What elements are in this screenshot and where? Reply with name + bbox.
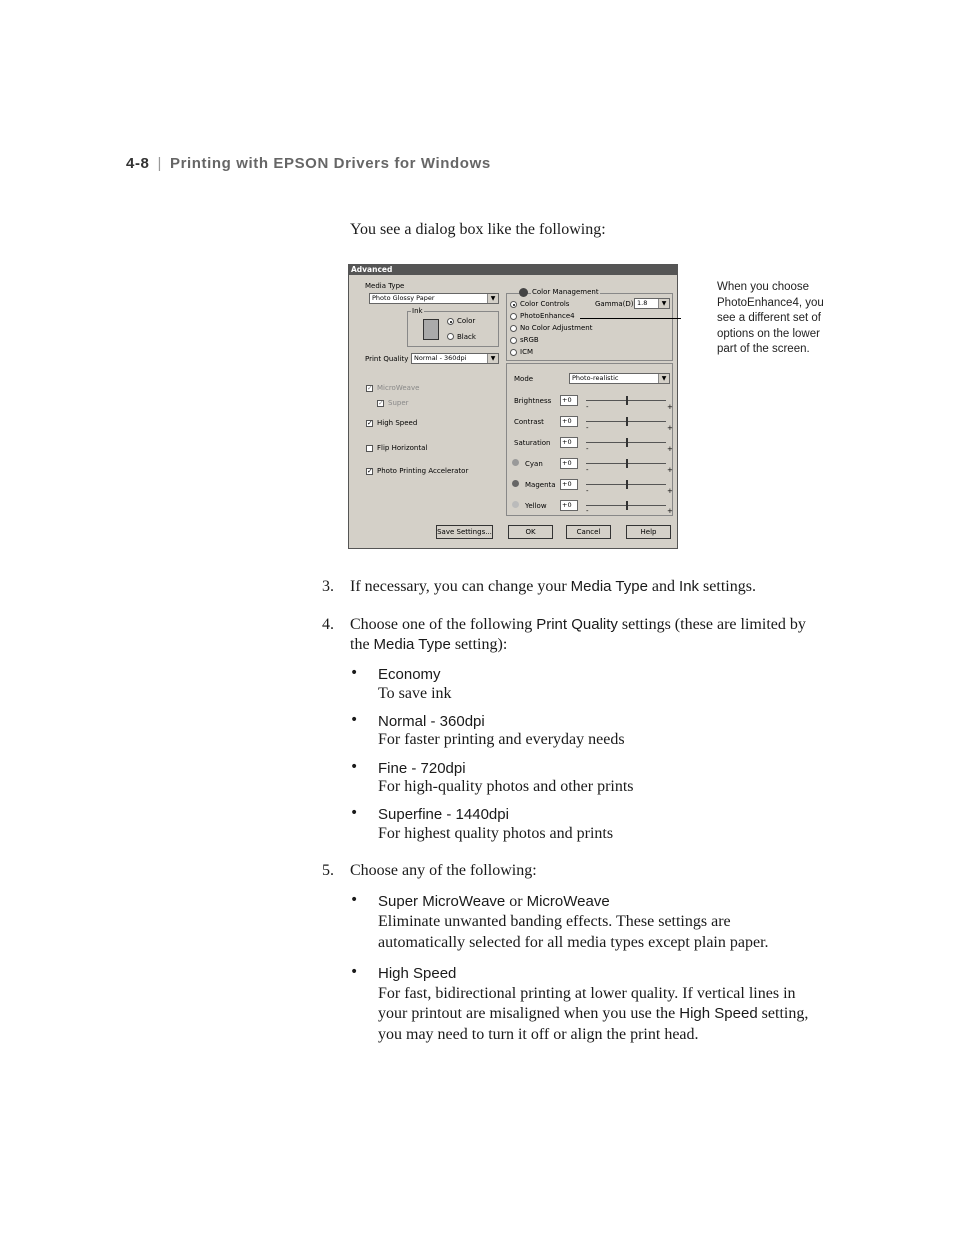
brightness-thumb[interactable]	[626, 396, 628, 405]
media-type-value: Photo Glossy Paper	[372, 294, 435, 302]
bullet: •	[350, 805, 359, 821]
option-high-speed-desc-2	[378, 1004, 808, 1024]
super-microweave-term: Super MicroWeave	[378, 893, 506, 910]
page-number: 4-8	[126, 155, 150, 172]
media-type-term: Media Type	[570, 578, 648, 595]
cyan-value[interactable]: +0	[560, 458, 578, 469]
header-separator: |	[157, 155, 162, 172]
yellow-thumb[interactable]	[626, 501, 628, 510]
magenta-swatch-icon	[512, 480, 519, 487]
slider-minus: -	[586, 507, 589, 515]
high-speed-term: High Speed	[679, 1005, 758, 1022]
yellow-swatch-icon	[512, 501, 519, 508]
srgb-label: sRGB	[520, 336, 539, 344]
gamma-label: Gamma(D)	[595, 300, 634, 308]
step-4-text-part: settings (these are limited by	[617, 616, 806, 633]
gamma-select[interactable]	[634, 298, 670, 309]
slider-minus: -	[586, 403, 589, 411]
color-controls-label: Color Controls	[520, 300, 570, 308]
quality-desc: For highest quality photos and prints	[378, 825, 614, 842]
print-quality-value: Normal - 360dpi	[414, 354, 467, 362]
microweave-label: MicroWeave	[377, 384, 420, 392]
saturation-label: Saturation	[514, 439, 551, 447]
option-high-speed-title: High Speed	[378, 965, 457, 982]
desc-text-part: setting,	[757, 1005, 809, 1022]
microweave-term: MicroWeave	[526, 893, 610, 910]
option-high-speed-desc-3: you may need to turn it off or align the print head.	[378, 1026, 699, 1043]
high-speed-checkbox[interactable]: ✓	[367, 419, 373, 427]
contrast-value[interactable]: +0	[560, 416, 578, 427]
step-4-text-part: setting):	[450, 636, 508, 653]
saturation-thumb[interactable]	[626, 438, 628, 447]
step-4-line-2	[350, 635, 507, 655]
bullet: •	[350, 892, 359, 908]
step-5-number: 5.	[322, 862, 334, 879]
quality-name: Economy	[378, 666, 441, 683]
dropdown-arrow-icon: ▼	[658, 299, 669, 308]
flip-horizontal-checkbox[interactable]	[366, 445, 373, 452]
icm-radio[interactable]	[510, 349, 517, 356]
print-quality-term: Print Quality	[536, 616, 618, 633]
icm-label: ICM	[520, 348, 533, 356]
ink-cartridge-icon	[423, 319, 439, 340]
quality-name: Superfine - 1440dpi	[378, 806, 509, 823]
step-4-line-1	[350, 615, 806, 635]
color-management-icon	[519, 288, 528, 297]
option-microweave-title	[378, 892, 610, 912]
ink-color-label: Color	[457, 317, 476, 325]
option-high-speed-desc-1: For fast, bidirectional printing at lower quality. If vertical lines in	[378, 985, 796, 1002]
color-management-label: Color Management	[532, 288, 599, 296]
slider-minus: -	[586, 445, 589, 453]
quality-desc: To save ink	[378, 685, 452, 702]
ink-black-radio[interactable]	[447, 333, 454, 340]
yellow-value[interactable]: +0	[560, 500, 578, 511]
ok-button[interactable]: OK	[508, 525, 553, 539]
dropdown-arrow-icon: ▼	[487, 354, 498, 363]
step-3-text-part: If necessary, you can change your	[350, 578, 571, 595]
cancel-button[interactable]: Cancel	[566, 525, 611, 539]
gamma-value: 1.8	[637, 299, 648, 307]
step-3-text-part: and	[647, 578, 680, 595]
callout-leader-line	[580, 318, 681, 319]
slider-plus: +	[667, 466, 673, 474]
advanced-dialog	[348, 264, 678, 549]
slider-minus: -	[586, 487, 589, 495]
dropdown-arrow-icon: ▼	[658, 374, 669, 383]
slider-minus: -	[586, 424, 589, 432]
slider-plus: +	[667, 424, 673, 432]
flip-horizontal-label: Flip Horizontal	[377, 444, 428, 452]
slider-plus: +	[667, 507, 673, 515]
dialog-title: Advanced	[349, 265, 677, 275]
step-4-number: 4.	[322, 616, 334, 633]
callout-note: When you choose PhotoEnhance4, you see a different set of options on the lower part of the screen.	[717, 281, 824, 356]
or-text: or	[505, 893, 527, 910]
media-type-term: Media Type	[373, 636, 451, 653]
media-type-select[interactable]	[369, 293, 499, 304]
mode-label: Mode	[514, 375, 534, 383]
quality-name: Normal - 360dpi	[378, 713, 485, 730]
slider-plus: +	[667, 487, 673, 495]
color-controls-radio[interactable]	[510, 301, 517, 308]
ink-group	[407, 311, 499, 347]
saturation-value[interactable]: +0	[560, 437, 578, 448]
cyan-label: Cyan	[525, 460, 543, 468]
quality-name: Fine - 720dpi	[378, 760, 466, 777]
desc-text-part: your printout are misaligned when you use the	[378, 1005, 680, 1022]
dropdown-arrow-icon: ▼	[487, 294, 498, 303]
slider-plus: +	[667, 403, 673, 411]
intro-text: You see a dialog box like the following:	[350, 221, 606, 238]
yellow-label: Yellow	[525, 502, 547, 510]
save-settings-button[interactable]: Save Settings...	[436, 525, 493, 539]
option-microweave-desc-1: Eliminate unwanted banding effects. These settings are	[378, 913, 731, 930]
slider-plus: +	[667, 445, 673, 453]
contrast-thumb[interactable]	[626, 417, 628, 426]
step-4-text-part: the	[350, 636, 374, 653]
mode-value: Photo-realistic	[572, 374, 619, 382]
microweave-checkbox[interactable]: ✓	[367, 384, 373, 392]
super-checkbox[interactable]: ✓	[378, 399, 384, 407]
option-microweave-desc-2: automatically selected for all media types except plain paper.	[378, 934, 769, 951]
high-speed-label: High Speed	[377, 419, 418, 427]
running-header	[126, 155, 491, 172]
print-quality-select[interactable]	[411, 353, 499, 364]
photoenhance-label: PhotoEnhance4	[520, 312, 575, 320]
step-3-text	[350, 577, 756, 597]
brightness-value[interactable]: +0	[560, 395, 578, 406]
super-label: Super	[388, 399, 409, 407]
magenta-label: Magenta	[525, 481, 556, 489]
quality-desc: For faster printing and everyday needs	[378, 731, 625, 748]
magenta-thumb[interactable]	[626, 480, 628, 489]
print-quality-label: Print Quality	[365, 355, 409, 363]
slider-minus: -	[586, 466, 589, 474]
magenta-value[interactable]: +0	[560, 479, 578, 490]
bullet: •	[350, 665, 359, 681]
bullet: •	[350, 759, 359, 775]
ink-term: Ink	[679, 578, 700, 595]
ink-black-label: Black	[457, 333, 476, 341]
photo-accel-label: Photo Printing Accelerator	[377, 467, 469, 475]
help-button[interactable]: Help	[626, 525, 671, 539]
brightness-label: Brightness	[514, 397, 552, 405]
ink-label: Ink	[412, 307, 423, 315]
cyan-thumb[interactable]	[626, 459, 628, 468]
step-4-text-part: Choose one of the following	[350, 616, 537, 633]
bullet: •	[350, 964, 359, 980]
photoenhance-radio[interactable]	[510, 313, 517, 320]
step-3-number: 3.	[322, 578, 334, 595]
step-5-text: Choose any of the following:	[350, 862, 537, 879]
no-color-adj-radio[interactable]	[510, 325, 517, 332]
bullet: •	[350, 712, 359, 728]
cyan-swatch-icon	[512, 459, 519, 466]
media-type-label: Media Type	[365, 282, 405, 290]
quality-desc: For high-quality photos and other prints	[378, 778, 634, 795]
photo-accel-checkbox[interactable]: ✓	[367, 467, 373, 475]
srgb-radio[interactable]	[510, 337, 517, 344]
mode-select[interactable]	[569, 373, 670, 384]
contrast-label: Contrast	[514, 418, 544, 426]
chapter-title: Printing with EPSON Drivers for Windows	[169, 155, 491, 172]
no-color-adj-label: No Color Adjustment	[520, 324, 593, 332]
ink-color-radio[interactable]	[447, 318, 454, 325]
step-3-text-part: settings.	[699, 578, 756, 595]
